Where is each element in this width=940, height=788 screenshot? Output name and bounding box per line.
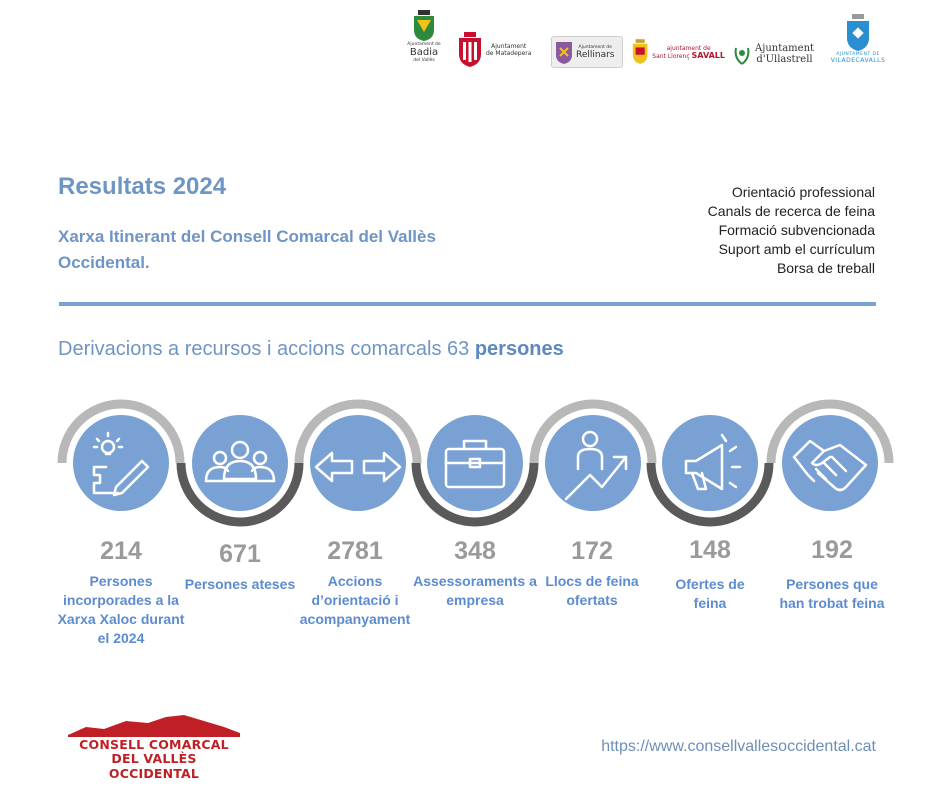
logo-rellinars: Ajuntament de Rellinars — [551, 36, 623, 68]
stat-item-3 — [290, 537, 420, 629]
stat-label: Assessoraments a empresa — [413, 573, 537, 608]
mountain-logo-icon — [66, 713, 242, 737]
service-item: Borsa de treball — [776, 260, 875, 276]
savall-shield-icon — [631, 38, 649, 66]
logo-ullastrell: Ajuntament d'Ullastrell — [733, 42, 821, 66]
stat-number: 671 — [219, 540, 261, 568]
municipality-logos — [395, 8, 895, 78]
stat-item-5 — [527, 537, 657, 610]
section-divider — [59, 302, 876, 306]
circle-1 — [73, 415, 169, 511]
stat-number: 2781 — [327, 537, 383, 565]
stat-label: Accions d’orientació i acompanyament — [299, 573, 411, 627]
viladecavalls-shield-icon — [845, 14, 871, 52]
stat-label: Persones que han trobat feina — [779, 576, 885, 611]
service-item: Orientació professional — [731, 184, 875, 200]
service-item: Canals de recerca de feina — [707, 203, 875, 219]
logo-viladecavalls: AJUNTAMENT DE VILADECAVALLS — [827, 14, 889, 64]
stat-label: Persones incorporades a la Xarxa Xaloc durant el 2024 — [57, 573, 185, 646]
circle-2 — [192, 415, 288, 511]
stat-label: Ofertes de feina — [675, 576, 745, 611]
stat-number: 172 — [571, 537, 613, 565]
page-subtitle: Xarxa Itinerant del Consell Comarcal del Vallès Occidental. — [58, 227, 436, 272]
stat-item-1 — [56, 537, 186, 648]
circle-6 — [662, 415, 758, 511]
ullastrell-wreath-icon — [733, 42, 751, 66]
matadepera-shield-icon — [457, 32, 483, 68]
logo-badia: Ajuntament de Badia del Vallès — [400, 10, 448, 63]
services-list — [708, 183, 875, 278]
stat-item-6 — [652, 536, 768, 613]
stat-item-2 — [175, 540, 305, 594]
website-link[interactable]: https://www.consellvallesoccidental.cat — [601, 738, 876, 755]
logo-sant-llorenc-savall: ajuntament de Sant Llorenç SAVALL — [631, 38, 725, 66]
stats-icons-strip — [0, 395, 940, 535]
stat-number: 348 — [454, 537, 496, 565]
derivations-headline: Derivacions a recursos i accions comarcals 63 persones — [58, 338, 564, 360]
stat-number: 192 — [811, 536, 853, 564]
stat-label: Llocs de feina ofertats — [545, 573, 639, 608]
service-item: Suport amb el currículum — [718, 241, 875, 257]
stat-item-7 — [767, 536, 897, 613]
service-item: Formació subvencionada — [718, 222, 875, 238]
consell-comarcal-logo: CONSELL COMARCAL DEL VALLÈS OCCIDENTAL — [66, 713, 242, 769]
stat-number: 148 — [689, 536, 731, 564]
badia-shield-icon — [412, 10, 436, 42]
logo-matadepera: Ajuntament de Matadepera — [457, 32, 543, 68]
rellinars-shield-icon — [554, 39, 574, 65]
stat-item-4 — [410, 537, 540, 610]
circle-3 — [310, 415, 406, 511]
page-title: Resultats 2024 — [58, 173, 227, 200]
stat-label: Persones ateses — [184, 576, 296, 592]
stat-number: 214 — [100, 537, 142, 565]
